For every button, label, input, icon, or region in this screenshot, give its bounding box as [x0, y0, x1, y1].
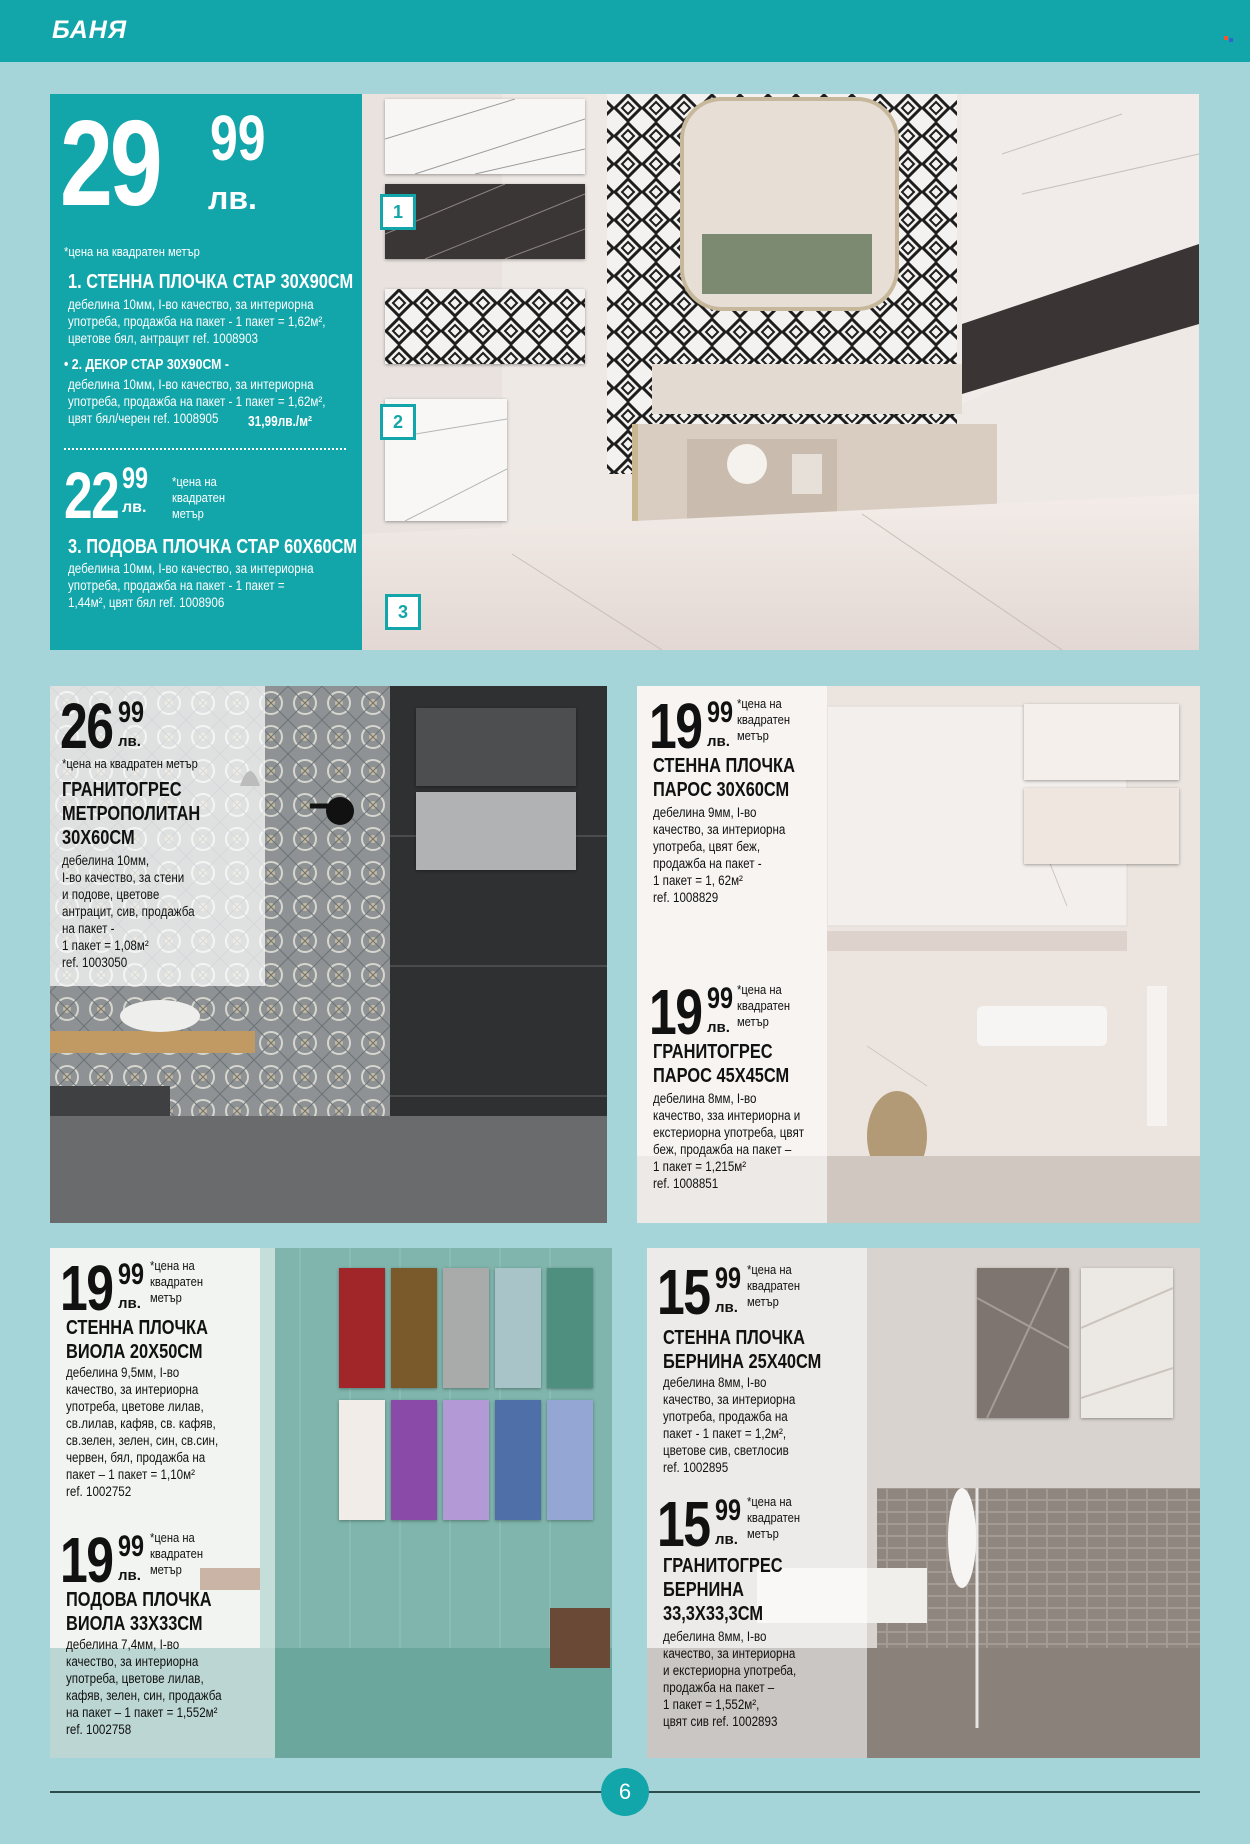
viola-panel [50, 1248, 612, 1758]
tile-sample-star-decor [385, 289, 585, 364]
tile-sample-anthracite [416, 708, 576, 786]
desc-line: цвят бял/черен ref. 1008905 [68, 411, 219, 426]
price-currency: лв. [707, 1019, 730, 1036]
desc-line: ref. 1008851 [653, 1176, 719, 1191]
price-currency: лв. [118, 1295, 141, 1312]
desc-line: качество, за интериорна [653, 822, 786, 837]
bernina-floor-desc [663, 1628, 818, 1730]
price-dec: 99 [118, 1530, 145, 1563]
hero-price-note: *цена на квадратен метър [64, 244, 200, 259]
desc-line: кафяв, зелен, син, продажба [66, 1688, 222, 1703]
desc-line: качество, зза интериорна и [653, 1108, 801, 1123]
viola-floor-desc [66, 1636, 247, 1738]
viola-swatch [547, 1400, 593, 1520]
desc-line: св.лилав, кафяв, св. кафяв, [66, 1416, 216, 1431]
desc-line: цвят сив ref. 1002893 [663, 1714, 778, 1729]
divider [64, 448, 346, 450]
hero-price-currency: лв. [208, 180, 257, 216]
desc-line: употреба, цвят беж, [653, 839, 761, 854]
hero-price2-note: *цена на квадратен метър [172, 474, 226, 521]
desc-line: продажба на пакет - [653, 856, 762, 871]
viola-swatch [391, 1268, 437, 1388]
metropolitan-price [60, 690, 145, 762]
desc-line: ref. 1008829 [653, 890, 719, 905]
bernina-floor-title [663, 1554, 809, 1626]
price-note: *цена на квадратен метър [150, 1530, 204, 1577]
price-currency: лв. [707, 733, 730, 750]
tile-badge-1: 1 [380, 194, 416, 230]
hero-price [60, 95, 266, 231]
title-line: СТЕННА ПЛОЧКА [653, 755, 795, 777]
paros-panel [637, 686, 1200, 1223]
metropolitan-title [62, 778, 231, 850]
marble-vein [1081, 1268, 1173, 1418]
price-dec: 99 [707, 696, 734, 729]
section-header [0, 0, 1250, 62]
desc-line: 1 пакет = 1, 62м² [653, 873, 743, 888]
title-line: ПАРОС 45Х45СМ [653, 1065, 790, 1087]
paros-wall-desc [653, 804, 807, 906]
hero-bathroom-photo [362, 94, 1199, 650]
price-int: 19 [649, 976, 702, 1048]
desc-line: употреба, продажба на пакет - 1 пакет = 1,62м², [68, 314, 326, 329]
corner-mark-icon [1224, 36, 1234, 44]
price-note: *цена на квадратен метър [747, 1262, 801, 1309]
desc-line: употреба, продажба на пакет - 1 пакет = 1,62м², [68, 394, 326, 409]
desc-line: 1 пакет = 1,08м² [62, 938, 149, 953]
tile-sample-star-white [385, 99, 585, 174]
title-line: БЕРНИНА [663, 1579, 744, 1601]
viola-floor-price [60, 1524, 145, 1596]
hero-price2-currency: лв. [122, 499, 147, 516]
price-currency: лв. [715, 1531, 738, 1548]
desc-line: дебелина 7,4мм, I-во [66, 1637, 180, 1652]
viola-swatch [391, 1400, 437, 1520]
paros-floor-desc [653, 1090, 829, 1192]
hero-item1-desc [68, 296, 367, 347]
desc-line: на пакет – 1 пакет = 1,552м² [66, 1705, 218, 1720]
viola-swatch [495, 1400, 541, 1520]
viola-floor-title [66, 1588, 244, 1636]
price-int: 15 [657, 1256, 710, 1328]
bernina-floor-price [657, 1488, 742, 1560]
tile-sample-bernina-grey [977, 1268, 1069, 1418]
desc-line: ref. 1003050 [62, 955, 128, 970]
hero-price-dec: 99 [210, 102, 266, 174]
tile-sample-paros-floor [1024, 788, 1179, 864]
desc-line: антрацит, сив, продажба [62, 904, 195, 919]
tile-sample-bernina-lightgrey [1081, 1268, 1173, 1418]
desc-line: ref. 1002895 [663, 1460, 729, 1475]
desc-line: цветове сив, светлосив [663, 1443, 789, 1458]
price-note: *цена на квадратен метър [747, 1494, 801, 1541]
price-dec: 99 [715, 1494, 742, 1527]
tile-sample-grey [416, 792, 576, 870]
desc-line: употреба, цветове лилав, [66, 1399, 204, 1414]
paros-floor-price [649, 976, 734, 1048]
desc-line: на пакет - [62, 921, 115, 936]
desc-line: дебелина 10мм, [62, 853, 150, 868]
price-note: *цена на квадратен метър [150, 1258, 204, 1305]
price-int: 19 [60, 1252, 113, 1324]
desc-line: цветове бял, антрацит ref. 1008903 [68, 331, 259, 346]
title-line: 30Х60СМ [62, 827, 135, 849]
price-currency: лв. [118, 1567, 141, 1584]
price-dec: 99 [707, 982, 734, 1015]
price-dec: 99 [715, 1262, 742, 1295]
desc-line: дебелина 8мм, I-во [653, 1091, 757, 1106]
desc-line: екстериорна употреба, цвят [653, 1125, 805, 1140]
paros-floor-title [653, 1040, 819, 1088]
price-int: 15 [657, 1488, 710, 1560]
title-line: ГРАНИТОГРЕС [653, 1041, 773, 1063]
hero-price2-dec: 99 [122, 462, 149, 495]
paros-wall-price [649, 690, 734, 762]
metropolitan-panel [50, 686, 607, 1223]
viola-swatch [443, 1400, 489, 1520]
bernina-wall-desc [663, 1374, 817, 1476]
desc-line: качество, за интериорна [66, 1654, 199, 1669]
desc-line: дебелина 8мм, I-во [663, 1629, 767, 1644]
marble-vein [977, 1268, 1069, 1418]
hero-price-2 [64, 458, 149, 532]
bernina-wall-title [663, 1326, 856, 1374]
tile-badge-3: 3 [385, 594, 421, 630]
price-dec: 99 [118, 1258, 145, 1291]
desc-line: дебелина 9,5мм, I-во [66, 1365, 180, 1380]
hero-price-block [50, 94, 362, 650]
title-line: СТЕННА ПЛОЧКА [66, 1317, 208, 1339]
desc-line: пакет – 1 пакет = 1,10м² [66, 1467, 195, 1482]
title-line: 33,3Х33,3СМ [663, 1603, 764, 1625]
marble-vein [385, 99, 585, 174]
price-int: 26 [60, 690, 113, 762]
price-int: 19 [649, 690, 702, 762]
desc-line: качество, за интериорна [663, 1646, 796, 1661]
price-int: 19 [60, 1524, 113, 1596]
viola-swatch [339, 1268, 385, 1388]
hero-item2-desc [68, 376, 367, 427]
title-line: ВИОЛА 20Х50СМ [66, 1341, 203, 1363]
price-currency: лв. [118, 733, 141, 750]
title-line: ПОДОВА ПЛОЧКА [66, 1589, 212, 1611]
title-line: СТЕННА ПЛОЧКА [663, 1327, 805, 1349]
desc-line: 1 пакет = 1,552м², [663, 1697, 760, 1712]
desc-line: дебелина 9мм, I-во [653, 805, 757, 820]
hero-item2-title: • 2. ДЕКОР СТАР 30Х90СМ - [64, 356, 229, 373]
desc-line: употреба, продажба на [663, 1409, 788, 1424]
bathroom-illustration [362, 94, 1199, 650]
viola-swatch [443, 1268, 489, 1388]
desc-line: качество, за интериорна [663, 1392, 796, 1407]
desc-line: ref. 1002752 [66, 1484, 132, 1499]
desc-line: дебелина 10мм, I-во качество, за интериорна [68, 297, 314, 312]
section-title: БАНЯ [52, 16, 128, 44]
hero-item3-title: 3. ПОДОВА ПЛОЧКА СТАР 60Х60СМ [68, 536, 357, 558]
viola-swatch [339, 1400, 385, 1520]
desc-line: беж, продажба на пакет – [653, 1142, 792, 1157]
bernina-panel [647, 1248, 1200, 1758]
desc-line: и екстериорна употреба, [663, 1663, 797, 1678]
title-line: ВИОЛА 33Х33СМ [66, 1613, 203, 1635]
desc-line: дебелина 10мм, I-во качество, за интериорна [68, 561, 314, 576]
viola-swatch [495, 1268, 541, 1388]
desc-line: дебелина 8мм, I-во [663, 1375, 767, 1390]
metropolitan-desc [62, 852, 216, 971]
desc-line: ref. 1002758 [66, 1722, 132, 1737]
desc-line: продажба на пакет – [663, 1680, 775, 1695]
price-note: *цена на квадратен метър [62, 756, 198, 771]
bernina-wall-price [657, 1256, 742, 1328]
desc-line: св.зелен, зелен, син, св.син, [66, 1433, 219, 1448]
title-line: ГРАНИТОГРЕС [663, 1555, 783, 1577]
desc-line: употреба, цветове лилав, [66, 1671, 204, 1686]
geometric-pattern [385, 289, 585, 364]
price-dec: 99 [118, 696, 145, 729]
desc-line: употреба, продажба на пакет - 1 пакет = [68, 578, 285, 593]
viola-wall-title [66, 1316, 239, 1364]
page-number: 6 [601, 1768, 649, 1816]
hero-price2-int: 22 [64, 458, 119, 532]
hero-item1-title: 1. СТЕННА ПЛОЧКА СТАР 30Х90СМ [68, 271, 354, 293]
title-line: БЕРНИНА 25Х40СМ [663, 1351, 822, 1373]
price-note: *цена на квадратен метър [737, 982, 791, 1029]
title-line: ГРАНИТОГРЕС [62, 779, 182, 801]
hero-item3-desc [68, 560, 354, 611]
price-currency: лв. [715, 1299, 738, 1316]
tile-badge-2: 2 [380, 404, 416, 440]
price-note: *цена на квадратен метър [737, 696, 791, 743]
title-line: МЕТРОПОЛИТАН [62, 803, 201, 825]
desc-line: червен, бял, продажба на [66, 1450, 206, 1465]
desc-line: и подове, цветове [62, 887, 160, 902]
title-line: ПАРОС 30Х60СМ [653, 779, 790, 801]
hero-item2-price: 31,99лв./м² [248, 414, 312, 430]
viola-wall-price [60, 1252, 145, 1324]
desc-line: качество, за интериорна [66, 1382, 199, 1397]
paros-wall-title [653, 754, 826, 802]
desc-line: дебелина 10мм, I-во качество, за интериорна [68, 377, 314, 392]
desc-line: I-во качество, за стени [62, 870, 185, 885]
desc-line: пакет - 1 пакет = 1,2м², [663, 1426, 787, 1441]
viola-swatch [547, 1268, 593, 1388]
tile-sample-paros-wall [1024, 704, 1179, 780]
viola-wall-desc [66, 1364, 243, 1500]
desc-line: 1,44м², цвят бял ref. 1008906 [68, 595, 225, 610]
hero-price-int: 29 [60, 95, 160, 231]
desc-line: 1 пакет = 1,215м² [653, 1159, 747, 1174]
